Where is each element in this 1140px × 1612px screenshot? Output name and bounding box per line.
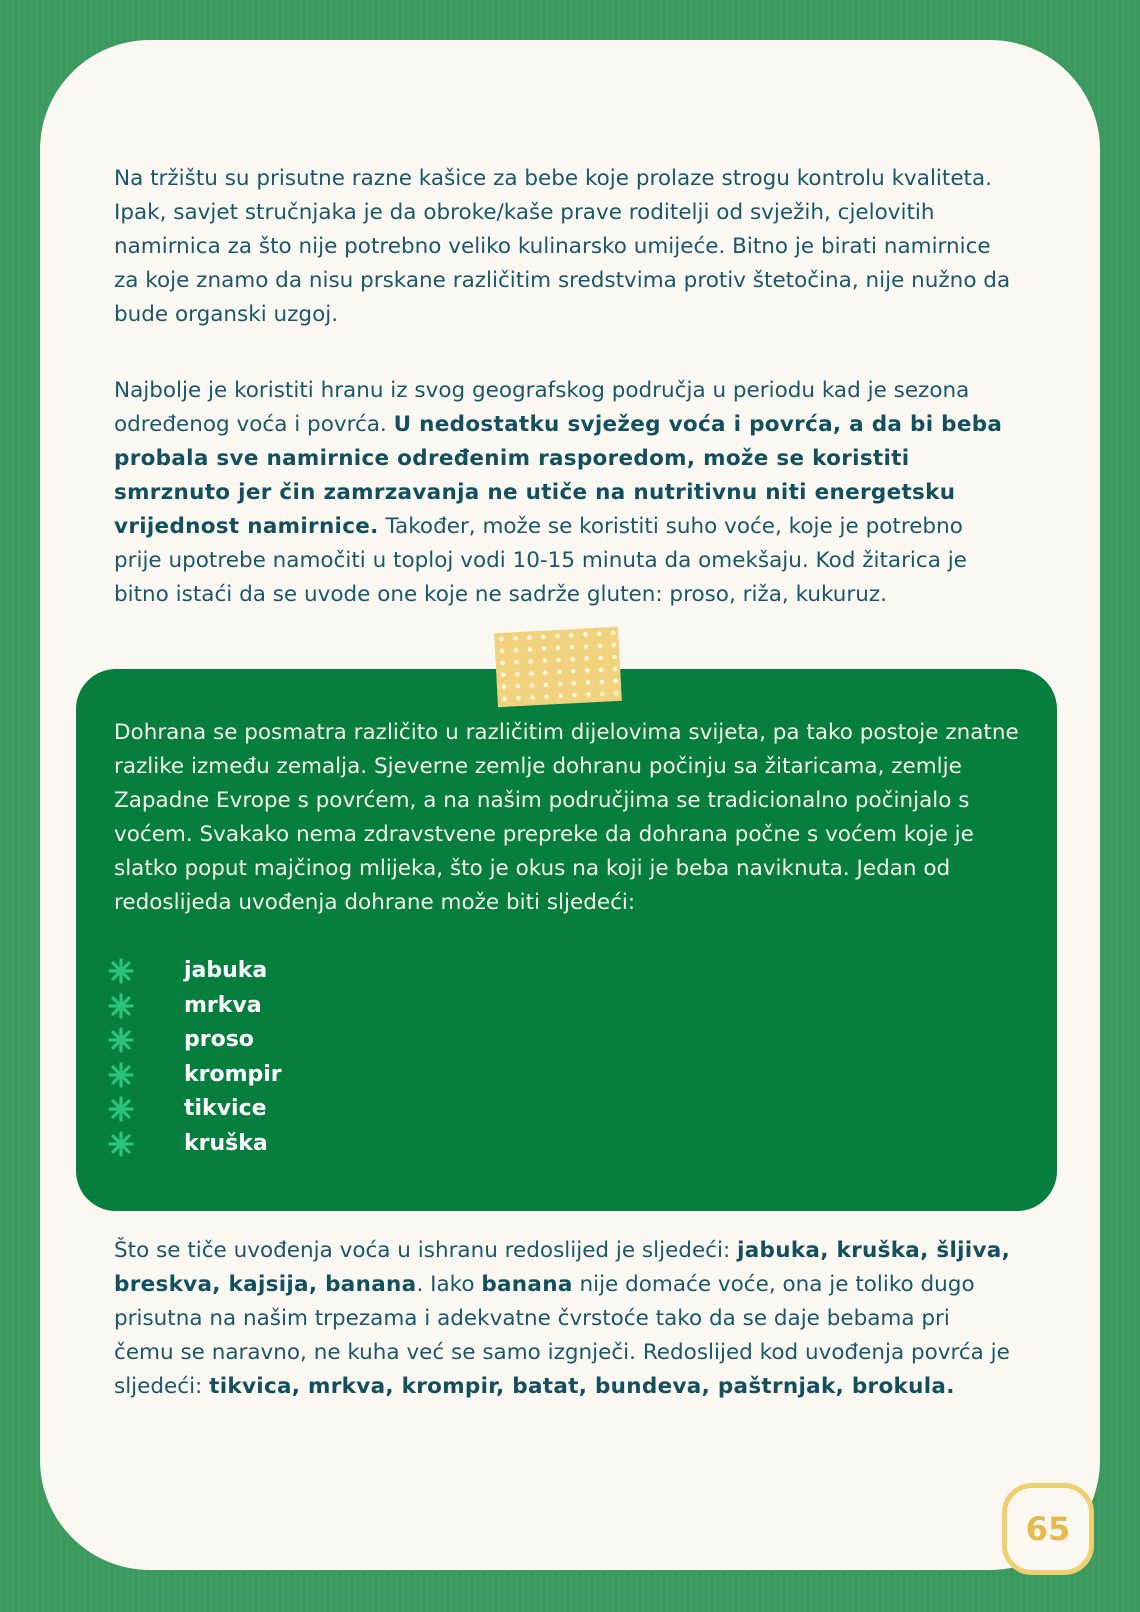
- box-paragraph: Dohrana se posmatra različito u različitim dijelovima svijeta, pa tako postoje znatne razlike između zemalja. Sjeverne zemlje dohranu počinju sa žitaricama, zemlje Zapadne Evrope s povrćem, a na našim područjima se tradicionalno počinjalo s voćem. Svakako nema zdravstvene prepreke da dohrana počne s voćem koje je slatko poput majčinog mlijeka, što je okus na koji je beba naviknuta. Jedan od redoslijeda uvođenja dohrane može biti sljedeći:: [114, 720, 1019, 915]
- asterisk-icon: [108, 1096, 134, 1122]
- list-item-label: krompir: [184, 1061, 282, 1087]
- seasonal-food-paragraph: [114, 374, 1014, 612]
- list-item: [104, 989, 282, 1024]
- list-item-label: jabuka: [184, 958, 268, 983]
- list-item-label: kruška: [184, 1130, 268, 1156]
- tape-decoration: [494, 627, 622, 707]
- asterisk-icon: [108, 1131, 134, 1157]
- frozen-food-highlight: U nedostatku svježeg voća i povrća, a da bi beba probala sve namirnice određenim rasporedom, može se koristiti smrznuto jer čin zamrzavanja ne utiče na nutritivnu niti energetsku vrijednost namirnice.: [114, 412, 1003, 539]
- vegetable-order-highlight: tikvica, mrkva, krompir, batat, bundeva, paštrnjak, brokula.: [209, 1374, 955, 1399]
- banana-highlight: banana: [481, 1272, 573, 1297]
- list-item: [104, 1127, 282, 1162]
- fruit-order-paragraph: [114, 1234, 1014, 1404]
- fruit-text-c: nije domaće voće, ona je toliko dugo prisutna na našim trpezama i adekvatne čvrstoće tako da se daje bebama pri čemu se naravno, ne kuha već se samo izgnječi. Redoslijed kod uvođenja povrća je sljedeći:: [114, 1272, 1010, 1399]
- seasonal-text-b: Također, može se koristiti suho voće, koje je potrebno prije upotrebe namočiti u toploj vodi 10-15 minuta da omekšaju. Kod žitarica je bitno istaći da se uvode one koje ne sadrže gluten: proso, riža, kukuruz.: [114, 514, 967, 607]
- fruit-order-highlight: jabuka, kruška, šljiva, breskva, kajsija, banana: [114, 1238, 1011, 1297]
- asterisk-icon: [108, 993, 134, 1019]
- list-item-label: proso: [184, 1027, 254, 1052]
- list-item: [104, 1058, 282, 1093]
- list-item: [104, 1092, 282, 1127]
- asterisk-icon: [108, 1027, 134, 1053]
- list-item: [104, 1023, 282, 1058]
- list-item-label: mrkva: [184, 992, 262, 1018]
- asterisk-icon: [108, 958, 134, 984]
- fruit-text-a: Što se tiče uvođenja voća u ishranu redoslijed je sljedeći:: [114, 1238, 738, 1263]
- asterisk-icon: [108, 1062, 134, 1088]
- fruit-text-b: . Iako: [416, 1272, 482, 1297]
- intro-text: Na tržištu su prisutne razne kašice za bebe koje prolaze strogu kontrolu kvaliteta. Ipak, savjet stručnjaka je da obroke/kaše prave roditelji od svježih, cjelovitih namirnica za što nije potrebno veliko kulinarsko umijeće. Bitno je birati namirnice za koje znamo da nisu prskane različitim sredstvima protiv štetočina, nije nužno da bude organski uzgoj.: [114, 166, 1011, 327]
- intro-paragraph: [114, 162, 1014, 332]
- feeding-order-list: [104, 954, 282, 1161]
- list-item: [104, 954, 282, 989]
- list-item-label: tikvice: [184, 1096, 267, 1121]
- seasonal-text-a: Najbolje je koristiti hranu iz svog geografskog područja u periodu kad je sezona određenog voća i povrća.: [114, 378, 970, 437]
- page-number: 65: [1002, 1483, 1094, 1575]
